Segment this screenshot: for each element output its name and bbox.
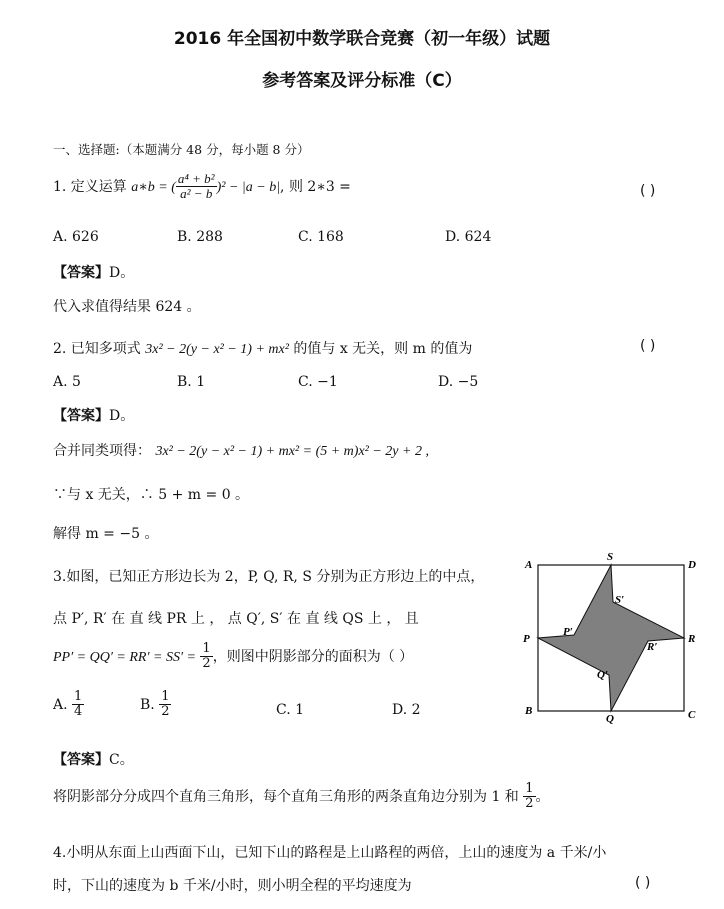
q2-answer (53, 405, 134, 425)
q3-option-b (140, 690, 171, 720)
q3-line-3-tail: ，则图中阴影部分的面积为（ ） (212, 648, 414, 665)
q3-condition-expr: PP′ = QQ′ = RR′ = SS′ = (53, 649, 196, 665)
q2-option-b: B. 1 (177, 374, 206, 390)
q2-option-d: D. −5 (438, 374, 479, 390)
q2-tail: 的值与 x 无关，则 m 的值为 (293, 341, 473, 357)
label-q: Q (606, 713, 614, 725)
q3-explanation (53, 782, 550, 812)
q3-answer (53, 749, 134, 769)
label-s: S (607, 551, 614, 563)
q1-answer (53, 262, 134, 282)
label-s-prime: S′ (615, 594, 625, 606)
q1-option-a: A. 626 (53, 229, 99, 245)
question-1 (53, 172, 351, 202)
q2-step-1-expr: 3x² − 2(y − x² − 1) + mx² = (5 + m)x² − 2y + 2 , (155, 444, 429, 459)
label-p: P (523, 633, 530, 645)
q3-answer-tag: 【答案】 (53, 752, 109, 768)
q3-option-b-label: B. (140, 696, 155, 713)
q1-prefix: 1. 定义运算 (53, 178, 127, 195)
q3-cond-den: 2 (202, 656, 211, 672)
q3-line-1: 3.如图，已知正方形边长为 2，P, Q, R, S 分别为正方形边上的中点， (53, 569, 485, 585)
label-b: B (525, 705, 533, 717)
section-heading: 一、选择题:（本题满分 48 分，每小题 8 分） (53, 142, 310, 157)
q2-step-1 (53, 440, 429, 460)
page-subtitle: 参考答案及评分标准（C） (262, 71, 462, 91)
q1-lhs: a∗b = ( (131, 179, 176, 195)
label-d: D (688, 559, 696, 571)
q3-figure (515, 550, 705, 725)
q3-option-a-label: A. (53, 696, 68, 713)
label-p-prime: P′ (563, 626, 573, 638)
q3-opt-b-den: 2 (161, 704, 170, 720)
q3-option-b-fraction (159, 690, 171, 720)
shaded-region (538, 565, 684, 711)
q3-explanation-fraction (523, 782, 535, 812)
label-r-prime: R′ (647, 641, 658, 653)
label-c: C (688, 709, 696, 721)
question-2 (53, 338, 472, 358)
q3-answer-value: C。 (109, 752, 134, 768)
q1-frac-num: a⁴ + b² (177, 171, 215, 186)
q2-expression: 3x² − 2(y − x² − 1) + mx² (145, 342, 289, 357)
q2-option-a: A. 5 (53, 374, 81, 390)
q1-answer-value: D。 (109, 265, 135, 281)
q2-step-2: ∵与 x 无关，∴ 5 + m = 0 。 (53, 487, 250, 503)
q2-answer-value: D。 (109, 408, 135, 424)
q1-tail: , 则 2∗3 = (280, 178, 351, 195)
q1-frac-den: a² − b (180, 186, 213, 202)
q3-opt-a-den: 4 (74, 704, 83, 720)
q3-line-3 (53, 642, 413, 672)
q3-explanation-tail: 。 (535, 788, 550, 805)
q1-option-d: D. 624 (445, 229, 492, 245)
q3-option-a-fraction (72, 690, 84, 720)
q4-line-2: 时，下山的速度为 b 千米/小时，则小明全程的平均速度为 (53, 878, 412, 894)
q1-explanation: 代入求值得结果 624 。 (53, 299, 201, 315)
q3-explanation-text: 将阴影部分分成四个直角三角形，每个直角三角形的两条直角边分别为 1 和 (53, 788, 519, 805)
q3-opt-a-num: 1 (74, 689, 83, 704)
q1-answer-tag: 【答案】 (53, 265, 109, 281)
q3-option-a (53, 690, 84, 720)
q3-cond-num: 1 (202, 641, 211, 656)
q2-answer-paren: ( ) (640, 338, 656, 354)
q1-option-c: C. 168 (298, 229, 344, 245)
q3-option-d: D. 2 (392, 702, 421, 718)
page-title: 2016 年全国初中数学联合竞赛（初一年级）试题 (173, 29, 551, 49)
q2-answer-tag: 【答案】 (53, 408, 109, 424)
q2-option-c: C. −1 (298, 374, 338, 390)
q3-expl-num: 1 (525, 781, 534, 796)
q3-condition-fraction (200, 642, 212, 672)
q1-answer-paren: ( ) (640, 183, 656, 199)
q2-step-3: 解得 m = −5 。 (53, 526, 159, 542)
q3-option-c: C. 1 (276, 702, 305, 718)
q2-step-1-label: 合并同类项得： (53, 443, 151, 459)
q3-expl-den: 2 (525, 796, 534, 812)
q3-line-2: 点 P′, R′ 在 直 线 PR 上 ， 点 Q′, S′ 在 直 线 QS 上 ， 且 (53, 611, 419, 627)
label-a: A (525, 559, 533, 571)
q1-rhs: )² − |a − b| (216, 179, 281, 195)
q4-line-1: 4.小明从东面上山西面下山，已知下山的路程是上山路程的两倍，上山的速度为 a 千米/小 (53, 845, 607, 861)
q4-answer-paren: ( ) (635, 875, 651, 891)
q1-fraction (176, 172, 217, 202)
q2-prefix: 2. 已知多项式 (53, 341, 141, 357)
label-r: R (688, 633, 696, 645)
q3-opt-b-num: 1 (161, 689, 170, 704)
label-q-prime: Q′ (597, 669, 609, 681)
q1-option-b: B. 288 (177, 229, 223, 245)
